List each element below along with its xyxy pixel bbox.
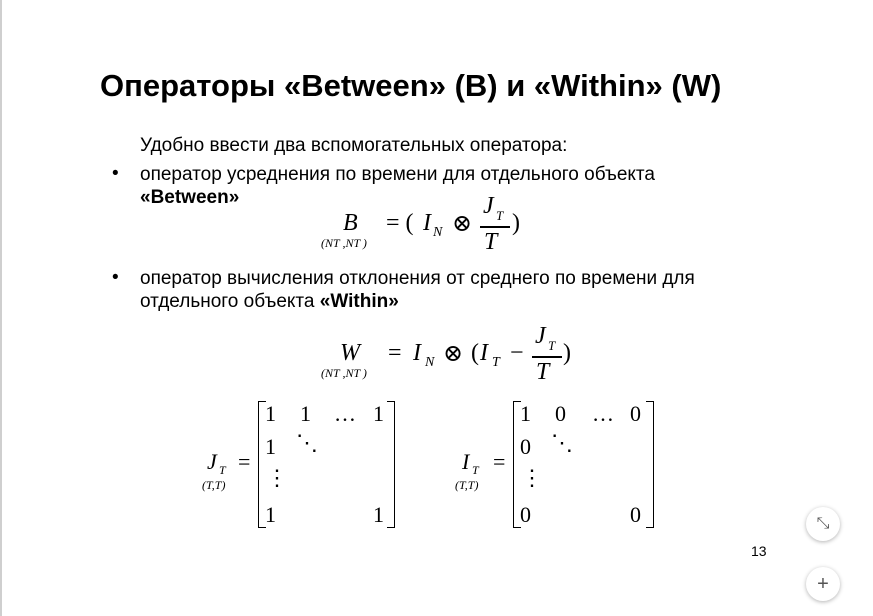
formula-b-lhs: B: [343, 210, 358, 236]
formula-w-den: T: [536, 359, 550, 385]
formula-w-i-sub: N: [425, 355, 435, 370]
matrix-i-lhs: I: [462, 449, 470, 474]
bullet-1-marker: •: [112, 163, 119, 184]
formula-b-frac-bar: [480, 226, 510, 228]
formula-w-lhs: W: [340, 340, 360, 366]
formula-b-eq: = (: [386, 210, 414, 236]
matrix-i-r3c1: ⋮: [521, 465, 543, 490]
formula-b-otimes: ⊗: [452, 211, 473, 237]
intro-text: Удобно ввести два вспомогательных оператора:: [140, 135, 568, 156]
matrix-i-r1c4: 0: [630, 401, 641, 426]
matrix-j-r1c2: 1: [300, 401, 311, 426]
matrix-j-r2c1: 1: [265, 434, 276, 459]
zoom-in-button[interactable]: [806, 567, 840, 601]
formula-w-frac-bar: [532, 356, 562, 358]
bullet-1-line1: оператор усреднения по времени для отдельного объекта: [140, 164, 655, 185]
page-number: 13: [751, 543, 767, 559]
bullet-2-line2: [140, 291, 399, 313]
matrix-i-right-bracket: [646, 401, 654, 528]
bullet-1-between: «Between»: [140, 187, 240, 208]
matrix-j-r4c4: 1: [373, 502, 384, 527]
matrix-i-r1c1: 1: [520, 401, 531, 426]
matrix-i-lhs-sub: T: [472, 463, 479, 477]
collapse-icon: ⤡: [816, 515, 830, 532]
formula-w-lhs-sub: (NT ,NT ): [321, 366, 367, 380]
matrix-j-r1c3: …: [334, 401, 356, 426]
formula-w-i2: I: [480, 340, 488, 366]
matrix-j-right-bracket: [387, 401, 395, 528]
formula-w-i: I: [413, 340, 421, 366]
bullet-2-within: «Within»: [319, 291, 399, 312]
formula-b-close: ): [512, 210, 520, 236]
formula-w-num: J: [535, 323, 546, 349]
formula-w-otimes: ⊗: [443, 341, 464, 367]
matrix-j-r4c1: 1: [265, 502, 276, 527]
matrix-i-r2c2: ⋱: [551, 430, 573, 455]
matrix-j-lhs: J: [207, 449, 217, 474]
formula-b-num: J: [483, 193, 494, 219]
matrix-j-lhs-sub: T: [219, 463, 226, 477]
matrix-j-r3c1: ⋮: [266, 465, 288, 490]
matrix-j-r1c4: 1: [373, 401, 384, 426]
matrix-i-lhs-sub2: (T,T): [455, 478, 479, 492]
collapse-button[interactable]: [806, 507, 840, 541]
formula-w-open: (: [471, 340, 479, 366]
matrix-i-r4c4: 0: [630, 502, 641, 527]
bullet-2-marker: •: [112, 267, 119, 288]
formula-w-eq: =: [388, 340, 402, 366]
formula-w-close: ): [563, 340, 571, 366]
formula-b-i-sub: N: [433, 225, 443, 240]
formula-w-minus: −: [510, 340, 524, 366]
formula-w-num-sub: T: [548, 338, 556, 353]
matrix-i-r2c1: 0: [520, 434, 531, 459]
slide-title: Операторы «Between» (B) и «Within» (W): [100, 68, 722, 103]
matrix-i-r1c3: …: [592, 401, 614, 426]
matrix-i-r4c1: 0: [520, 502, 531, 527]
matrix-j-r1c1: 1: [265, 401, 276, 426]
matrix-i-r1c2: 0: [555, 401, 566, 426]
formula-b-num-sub: T: [496, 208, 504, 223]
formula-b-lhs-sub: (NT ,NT ): [321, 236, 367, 250]
matrix-j-eq: =: [238, 449, 251, 474]
matrix-i-eq: =: [493, 449, 506, 474]
bullet-2-line2-text: отдельного объекта: [140, 291, 320, 312]
formula-b-i: I: [423, 210, 431, 236]
matrix-j-lhs-sub2: (T,T): [202, 478, 226, 492]
formula-w-i2-sub: T: [492, 355, 500, 370]
plus-icon: +: [817, 572, 829, 595]
matrix-j-r2c2: ⋱: [296, 430, 318, 455]
left-edge-line: [0, 0, 2, 616]
bullet-2-line1: оператор вычисления отклонения от среднего по времени для: [140, 268, 695, 289]
formula-b-den: T: [484, 229, 498, 255]
